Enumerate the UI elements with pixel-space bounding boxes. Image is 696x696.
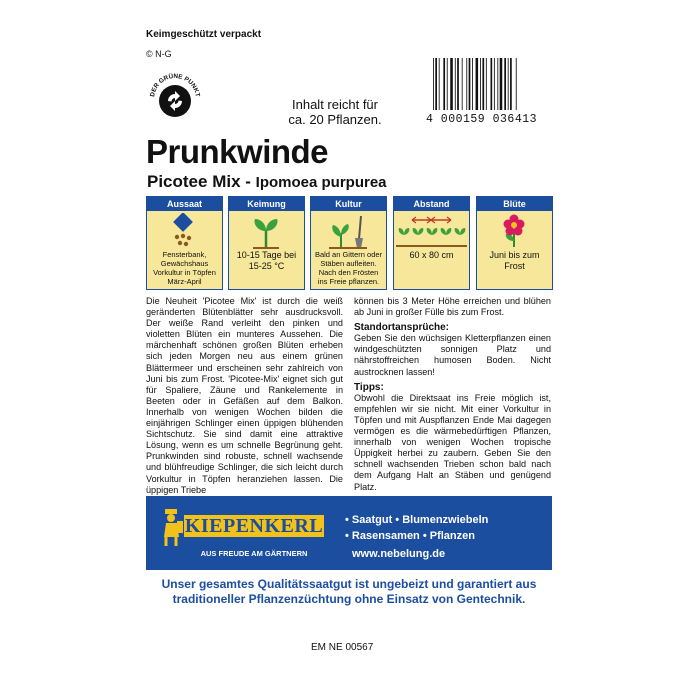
tipps-text: Obwohl die Direktsaat ins Freie möglich ist, empfehlen wir sie nicht. Mit einer Vorkultur in Töpfen und mit Auspflanzen Ende Mai dagegen vermögen es die wärmebedürftigen Pflanzen, innerhalb von wenigen Wochen tropische Üppigkeit herbei zu zaubern. Geben Sie den schnell wachsenden Trieben schon bald nach dem Aufgang Halt an Stäben und genügend Platz. (354, 392, 551, 492)
info-box-header: Aussaat (147, 197, 222, 211)
barcode-bar (510, 58, 512, 110)
info-box-header: Kultur (311, 197, 386, 211)
website-link[interactable]: www.nebelung.de (352, 548, 446, 560)
description-intro: können bis 3 Meter Höhe erreichen und blühen ab Juni in großer Fülle bis zum Frost. (354, 296, 551, 318)
subtitle (147, 172, 387, 192)
plant-spacing-icon (394, 213, 469, 251)
info-box-kultur (310, 196, 387, 290)
barcode-bar (480, 58, 481, 110)
barcode-number: 4 000159 036413 (426, 113, 538, 126)
barcode-bar (491, 58, 493, 110)
subtitle-separator: - (240, 172, 256, 191)
barcode-bar (447, 58, 448, 110)
brand-tagline: AUS FREUDE AM GÄRTNERN (200, 549, 308, 558)
product-list-line: • Saatgut • Blumenzwiebeln (345, 514, 489, 526)
variety-name: Picotee Mix (147, 172, 241, 191)
product-list (345, 513, 488, 544)
barcode-bar (500, 58, 503, 110)
barcode-bar (516, 58, 517, 110)
info-box-text: 10-15 Tage bei 15-25 °C (236, 250, 297, 271)
barcode-bar (455, 58, 456, 110)
barcode-bar (497, 58, 498, 110)
barcode-bar (433, 58, 434, 110)
spade-plant-icon (311, 213, 386, 251)
barcode-bar (508, 58, 509, 110)
flower-icon (477, 213, 552, 251)
barcode (432, 58, 547, 110)
description-column-left: Die Neuheit 'Picotee Mix' ist durch die weiß geränderten Blütenblätter sehr ausdrucksvoll. Der weiße Rand verleiht den pinken und violetten Blüten ein munteres Aussehen. Die märchenhaft schönen großen Blüten erheben sich jeden Morgen neu aus einem grünen Blättermeer und erscheinen sehr zahlreich von Juni bis zum Frost. 'Picotee-Mix' eignet sich gut für Spaliere, Zäune und Rankelemente in Beeten oder in Gefäßen auf dem Balkon. Innerhalb von wenigen Wochen bilden die einjährigen Schlinger einen üppigen blühenden Sichtschutz. Sie sind damit eine attraktive Lösung, wenn es um schnelle Begrünung geht. Prunkwinden sind robuste, schnell wachsende und blühfreudige Schlinger, die sich leicht durch Vorkultur in Töpfen heranziehen lassen. Die üppigen Triebe (146, 296, 343, 495)
info-box-text: Juni bis zum Frost (489, 250, 540, 271)
barcode-bar (472, 58, 473, 110)
barcode-bar (439, 58, 440, 110)
info-box-abstand (393, 196, 470, 290)
seed-sowing-icon (147, 213, 222, 251)
brand-logo-wordmark: KIEPENKERL (184, 515, 324, 537)
footer-line1: Unser gesamtes Qualitätssaatgut ist ungebeizt und garantiert aus (161, 577, 537, 591)
barcode-bar (462, 58, 463, 110)
footer-note (146, 577, 552, 607)
barcode-bar (450, 58, 453, 110)
barcode-bar (469, 58, 471, 110)
standort-heading: Standortansprüche: (354, 322, 450, 334)
em-code: EM NE 00567 (311, 642, 374, 653)
barcode-bar (435, 58, 437, 110)
tipps-heading: Tipps: (354, 381, 384, 393)
info-box-header: Keimung (229, 197, 304, 211)
info-box-header: Blüte (477, 197, 552, 211)
content-note (275, 97, 395, 127)
description-column-right (354, 296, 551, 493)
info-box-header: Abstand (394, 197, 469, 211)
product-list-line: • Rasensamen • Pflanzen (345, 529, 475, 542)
barcode-bar (494, 58, 495, 110)
info-box-aussaat (146, 196, 223, 290)
info-box-bluete (476, 196, 553, 290)
info-box-text: Bald an Gittern oder Stäben aufleiten. Nach den Frösten ins Freie pflanzen. (314, 250, 383, 286)
content-note-line1: Inhalt reicht für (292, 97, 378, 112)
info-box-text: Fensterbank, Gewächshaus Vorkultur in Töpfen März-April (153, 250, 216, 286)
seedling-icon (229, 213, 304, 251)
barcode-bar (482, 58, 484, 110)
gruener-punkt-text: DER GRÜNE PUNKT (149, 72, 201, 98)
info-box-keimung (228, 196, 305, 290)
gruener-punkt-icon (146, 70, 204, 128)
info-box-text: 60 x 80 cm (409, 250, 454, 260)
barcode-bar (466, 58, 467, 110)
barcode-bar (486, 58, 487, 110)
standort-text: Geben Sie den wüchsigen Kletterpflanzen einen windgeschützten sonnigen Platz und nährstoffreichen humosen Boden. Nicht austrocknen lassen! (354, 333, 551, 377)
barcode-bar (504, 58, 506, 110)
content-note-line2: ca. 20 Pflanzen. (288, 112, 382, 127)
footer-line2: traditioneller Pflanzenzüchtung ohne Einsatz von Gentechnik. (172, 592, 526, 606)
barcode-bar (476, 58, 479, 110)
barcode-bar (457, 58, 459, 110)
kiepenkerl-figure-icon (162, 507, 184, 547)
top-label: Keimgeschützt verpackt (146, 29, 262, 40)
info-boxes (146, 196, 552, 288)
barcode-bar (443, 58, 445, 110)
latin-name: Ipomoea purpurea (255, 174, 387, 191)
ng-mark: © N-G (146, 49, 172, 59)
page-title: Prunkwinde (146, 133, 329, 170)
